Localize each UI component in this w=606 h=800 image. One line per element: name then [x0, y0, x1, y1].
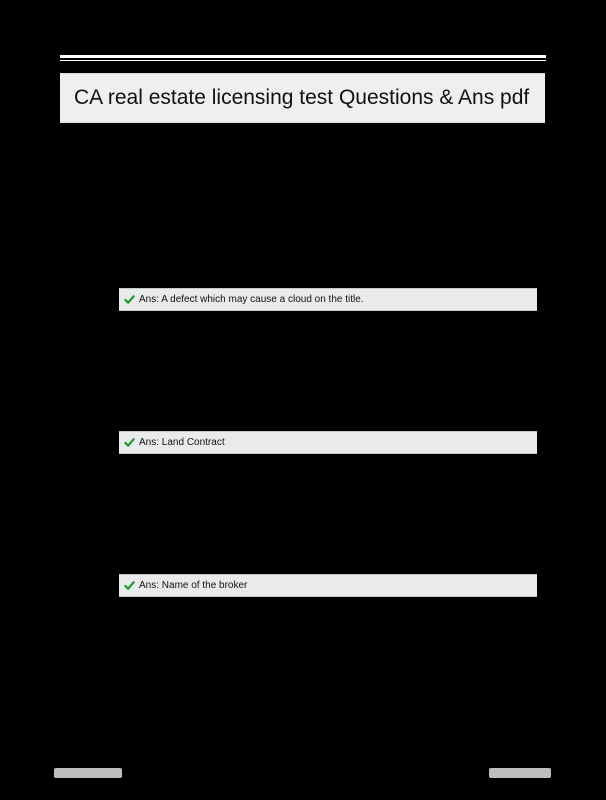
check-icon — [124, 294, 135, 305]
answer-text: Ans: Land Contract — [139, 437, 225, 448]
answer-box-2 — [119, 431, 537, 454]
answer-box-1 — [119, 288, 537, 311]
title-box — [60, 73, 545, 123]
check-icon — [124, 580, 135, 591]
answer-text: Ans: Name of the broker — [139, 580, 248, 591]
answer-text: Ans: A defect which may cause a cloud on the title. — [139, 294, 364, 305]
header-rule-thin — [60, 60, 546, 61]
footer-left-blurred — [54, 768, 122, 778]
header-rule — [60, 55, 546, 58]
footer-right-blurred — [489, 768, 551, 778]
check-icon — [124, 437, 135, 448]
page-title: CA real estate licensing test Questions & Ans pdf — [74, 86, 530, 109]
answer-box-3 — [119, 574, 537, 597]
